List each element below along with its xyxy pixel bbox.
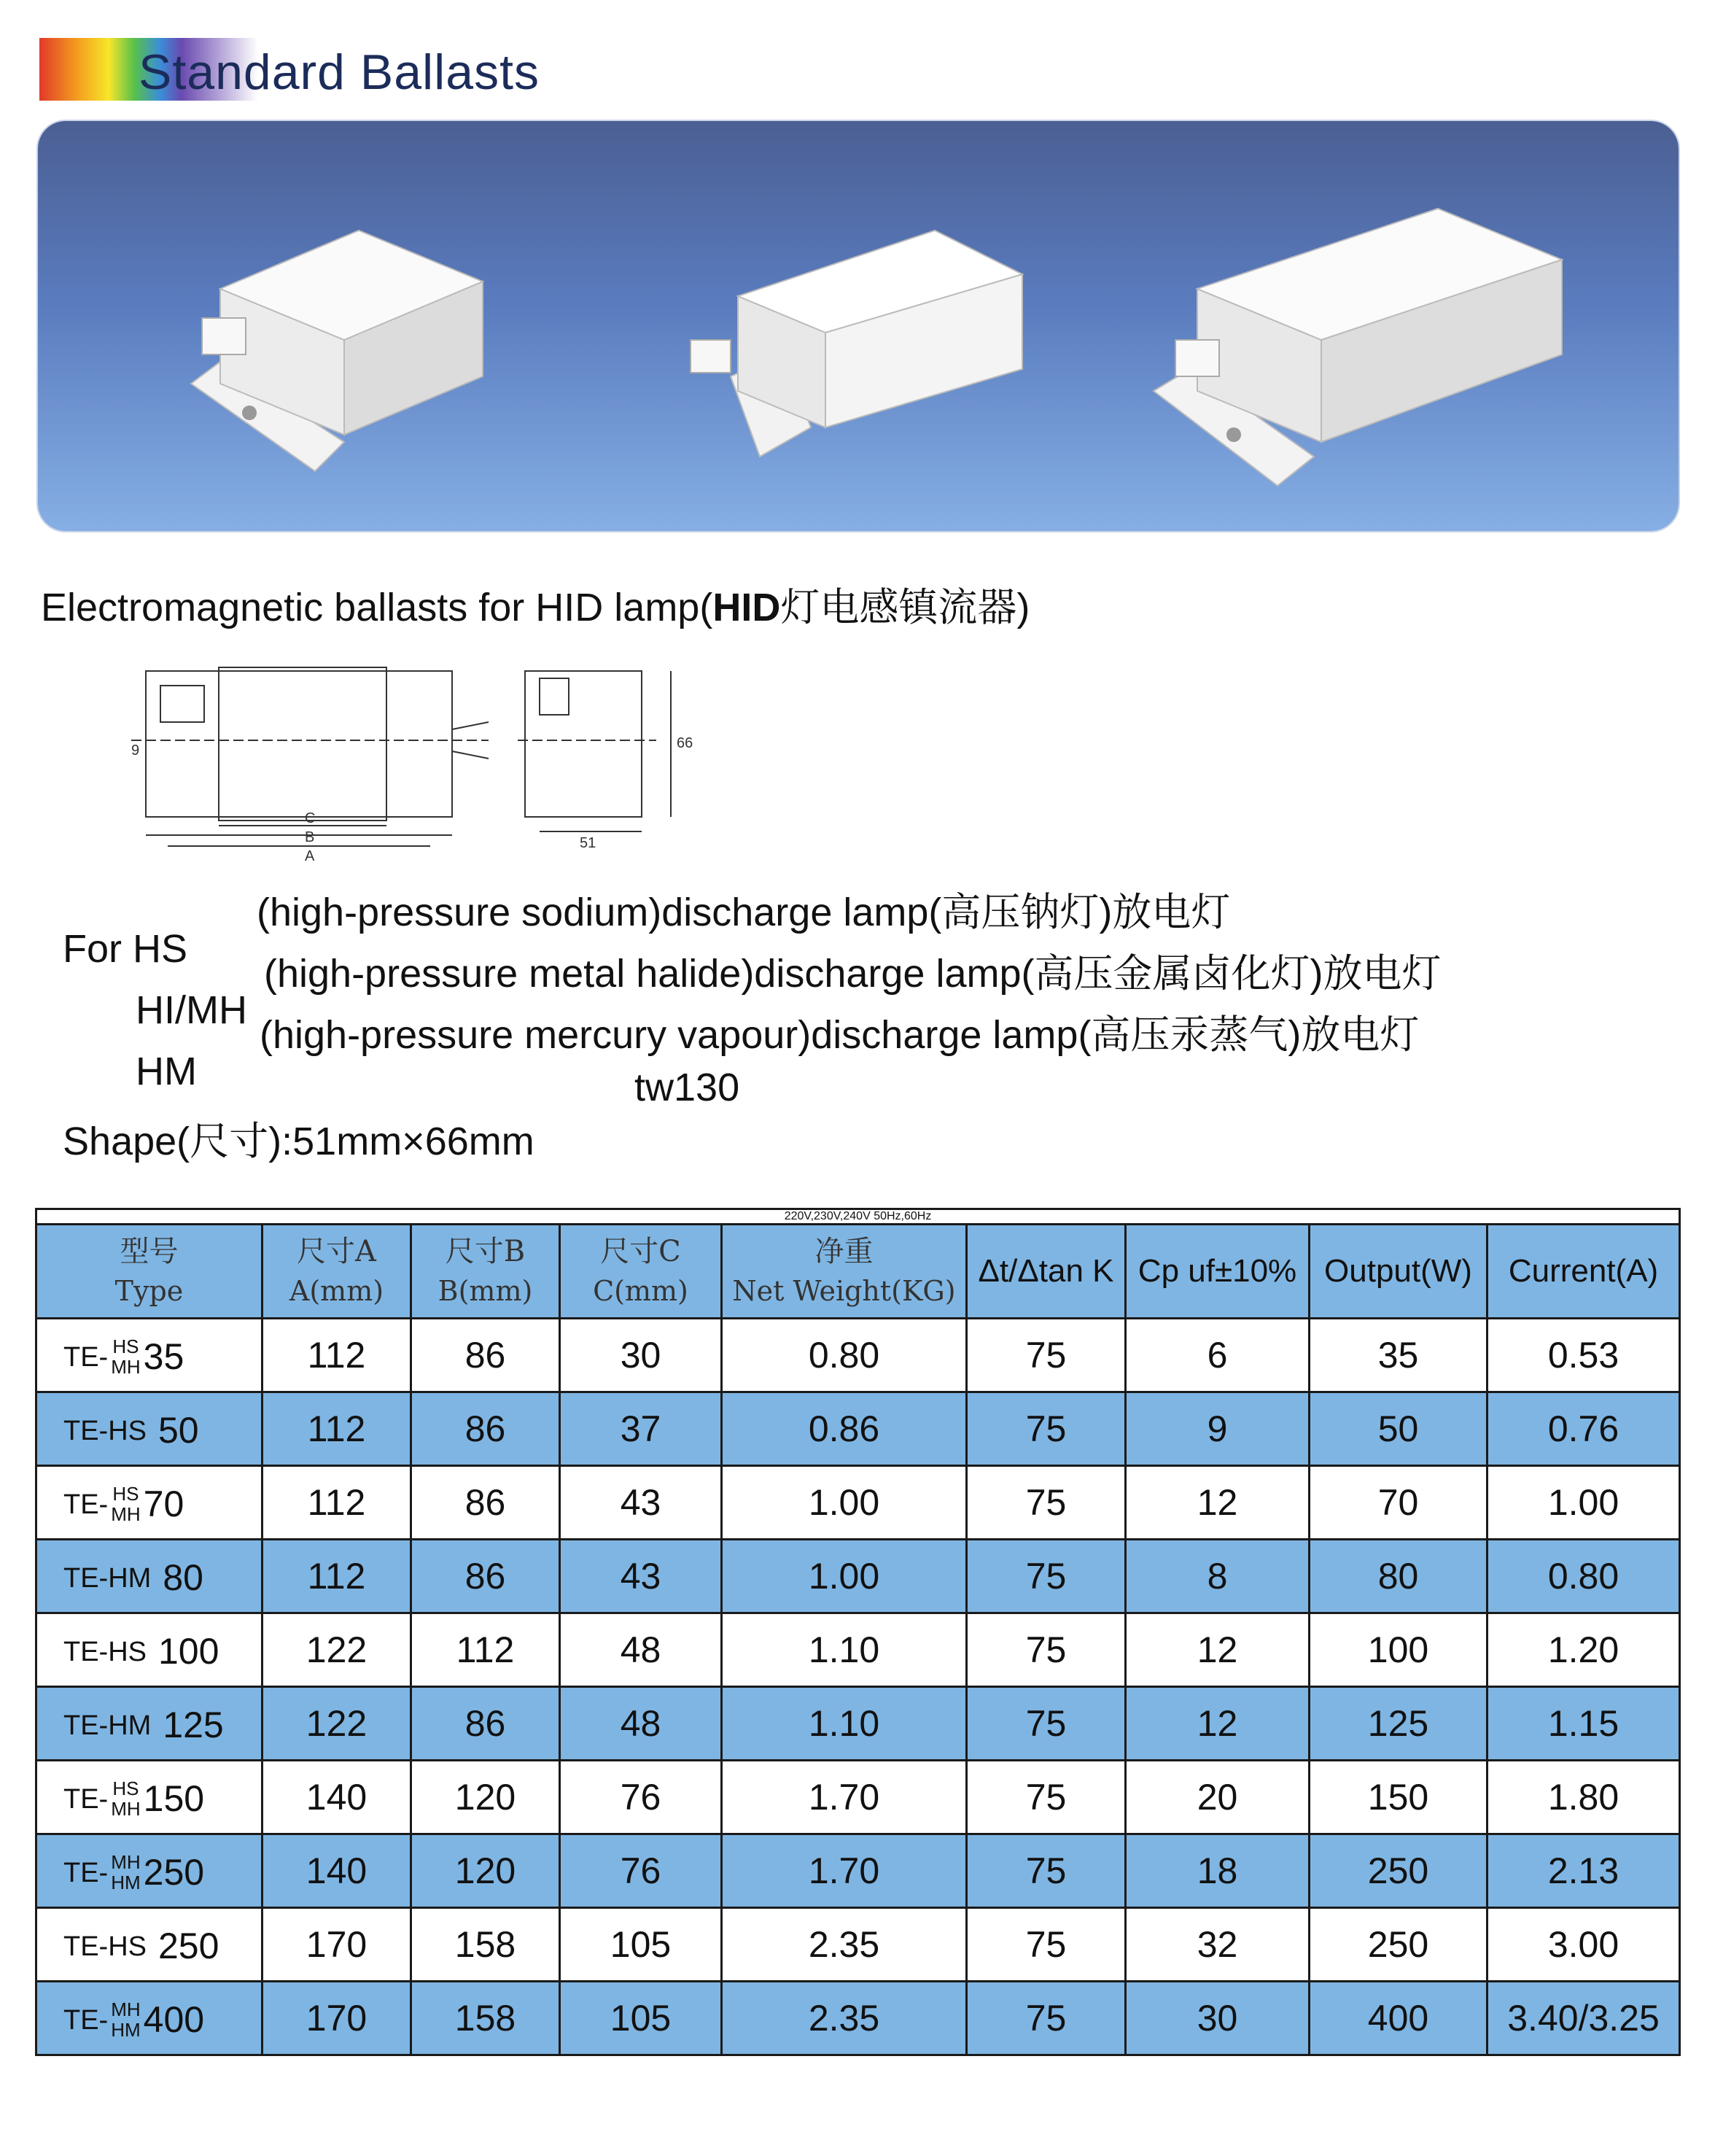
- cell-a: 112: [262, 1392, 411, 1466]
- cell-output: 400: [1310, 1982, 1488, 2055]
- dim-label-51: 51: [580, 835, 596, 851]
- ballast-image-1: [191, 230, 483, 471]
- cell-cp: 9: [1126, 1392, 1310, 1466]
- cell-dt: 75: [967, 1540, 1126, 1613]
- type-variant-top: HS: [112, 1777, 139, 1799]
- cell-a: 140: [262, 1834, 411, 1908]
- cell-dt: 75: [967, 1319, 1126, 1392]
- cell-cp: 8: [1126, 1540, 1310, 1613]
- cell-output: 80: [1310, 1540, 1488, 1613]
- col-weight: 净重 Net Weight(KG): [722, 1225, 967, 1319]
- page-title: Standard Ballasts: [139, 44, 540, 100]
- type-number: 100: [158, 1630, 219, 1672]
- cell-type: [36, 1613, 262, 1687]
- cell-a: 170: [262, 1982, 411, 2055]
- cell-cp: 18: [1126, 1834, 1310, 1908]
- cell-output: 125: [1310, 1687, 1488, 1761]
- cell-dt: 75: [967, 1982, 1126, 2055]
- cell-dt: 75: [967, 1834, 1126, 1908]
- type-variant-top: HS: [112, 1482, 139, 1505]
- cell-type: [36, 1834, 262, 1908]
- ballast-image-3: [1154, 209, 1562, 486]
- cell-type: [36, 1982, 262, 2055]
- type-number: 50: [158, 1409, 199, 1451]
- cell-current: 1.20: [1488, 1613, 1680, 1687]
- cell-b: 158: [411, 1908, 560, 1982]
- type-variant-top: MH: [111, 1850, 141, 1873]
- type-variant-stack: [111, 1999, 140, 2040]
- section-subtitle: Electromagnetic ballasts for HID lamp(HID灯电感镇流器): [41, 586, 1030, 629]
- table-row: [36, 1540, 1680, 1613]
- type-variant-bottom: MH: [111, 1797, 141, 1820]
- type-prefix: TE-: [63, 2005, 109, 2036]
- cell-b: 120: [411, 1761, 560, 1834]
- spec-table: [35, 1208, 1681, 2056]
- cell-c: 48: [560, 1687, 722, 1761]
- cell-current: 1.15: [1488, 1687, 1680, 1761]
- cell-a: 112: [262, 1540, 411, 1613]
- cell-weight: 1.10: [722, 1613, 967, 1687]
- dim-label-9: 9: [131, 742, 140, 759]
- voltage-spec: 220V,230V,240V 50Hz,60Hz: [36, 1209, 1680, 1225]
- cell-a: 112: [262, 1466, 411, 1540]
- cell-c: 105: [560, 1982, 722, 2055]
- product-banner: [38, 121, 1679, 531]
- type-variant-bottom: HM: [111, 2018, 141, 2041]
- cell-type: [36, 1908, 262, 1982]
- cell-dt: 75: [967, 1908, 1126, 1982]
- type-prefix: TE-HS: [63, 1637, 147, 1668]
- type-variant-stack: [111, 1778, 140, 1819]
- type-prefix: TE-: [63, 1858, 109, 1889]
- col-a: 尺寸A A(mm): [262, 1225, 411, 1319]
- col-cp: Cp uf±10%: [1126, 1225, 1310, 1319]
- table-row: [36, 1982, 1680, 2055]
- cell-cp: 32: [1126, 1908, 1310, 1982]
- cell-c: 37: [560, 1392, 722, 1466]
- type-number: 250: [158, 1925, 219, 1966]
- cell-cp: 12: [1126, 1613, 1310, 1687]
- cell-dt: 75: [967, 1761, 1126, 1834]
- type-variant-top: HS: [112, 1335, 139, 1357]
- cell-c: 43: [560, 1540, 722, 1613]
- type-variant-bottom: MH: [111, 1502, 141, 1525]
- type-prefix: TE-: [63, 1784, 109, 1815]
- col-type: 型号 Type: [36, 1225, 262, 1319]
- cell-output: 100: [1310, 1613, 1488, 1687]
- cell-current: 2.13: [1488, 1834, 1680, 1908]
- cell-b: 86: [411, 1466, 560, 1540]
- table-row: [36, 1834, 1680, 1908]
- cell-output: 150: [1310, 1761, 1488, 1834]
- cell-type: [36, 1540, 262, 1613]
- cell-output: 250: [1310, 1834, 1488, 1908]
- cell-b: 86: [411, 1392, 560, 1466]
- dim-label-c: C: [305, 810, 316, 826]
- type-number: 250: [143, 1851, 205, 1893]
- cell-dt: 75: [967, 1392, 1126, 1466]
- type-variant-bottom: MH: [111, 1355, 141, 1378]
- dim-label-66: 66: [677, 735, 693, 751]
- col-output: Output(W): [1310, 1225, 1488, 1319]
- dim-label-b: B: [305, 829, 315, 845]
- cell-weight: 1.00: [722, 1540, 967, 1613]
- cell-a: 122: [262, 1687, 411, 1761]
- table-row: [36, 1908, 1680, 1982]
- cell-dt: 75: [967, 1613, 1126, 1687]
- cell-b: 120: [411, 1834, 560, 1908]
- cell-cp: 12: [1126, 1466, 1310, 1540]
- type-variant-bottom: HM: [111, 1871, 141, 1893]
- type-number: 80: [163, 1556, 203, 1598]
- cell-b: 158: [411, 1982, 560, 2055]
- lamp-line-hm: HM (high-pressure mercury vapour)discharge lamp(高压汞蒸气)放电灯: [136, 1013, 1420, 1093]
- table-row: [36, 1392, 1680, 1466]
- cell-a: 122: [262, 1613, 411, 1687]
- type-prefix: TE-HS: [63, 1416, 147, 1447]
- cell-dt: 75: [967, 1466, 1126, 1540]
- cell-current: 3.00: [1488, 1908, 1680, 1982]
- cell-type: [36, 1761, 262, 1834]
- cell-weight: 2.35: [722, 1982, 967, 2055]
- cell-current: 1.00: [1488, 1466, 1680, 1540]
- dim-label-a: A: [305, 848, 315, 864]
- shape-line: Shape(尺寸):51mm×66mm tw130: [63, 1066, 740, 1163]
- col-b: 尺寸B B(mm): [411, 1225, 560, 1319]
- type-prefix: TE-HS: [63, 1931, 147, 1963]
- type-prefix: TE-HM: [63, 1710, 152, 1742]
- cell-cp: 20: [1126, 1761, 1310, 1834]
- table-row: [36, 1319, 1680, 1392]
- cell-b: 86: [411, 1540, 560, 1613]
- cell-weight: 0.86: [722, 1392, 967, 1466]
- cell-weight: 1.70: [722, 1834, 967, 1908]
- type-prefix: TE-: [63, 1489, 109, 1521]
- cell-cp: 6: [1126, 1319, 1310, 1392]
- cell-c: 30: [560, 1319, 722, 1392]
- cell-weight: 0.80: [722, 1319, 967, 1392]
- cell-b: 86: [411, 1319, 560, 1392]
- type-variant-stack: [111, 1336, 140, 1377]
- type-number: 150: [143, 1777, 205, 1819]
- cell-weight: 1.00: [722, 1466, 967, 1540]
- type-number: 35: [143, 1335, 184, 1377]
- col-dt: Δt/Δtan K: [967, 1225, 1126, 1319]
- cell-b: 86: [411, 1687, 560, 1761]
- ballast-image-2: [691, 230, 1022, 457]
- cell-output: 35: [1310, 1319, 1488, 1392]
- voltage-row: [36, 1209, 1680, 1225]
- type-number: 70: [143, 1483, 184, 1524]
- cell-type: [36, 1687, 262, 1761]
- cell-a: 140: [262, 1761, 411, 1834]
- cell-a: 170: [262, 1908, 411, 1982]
- cell-type: [36, 1466, 262, 1540]
- table-row: [36, 1613, 1680, 1687]
- cell-type: [36, 1319, 262, 1392]
- cell-b: 112: [411, 1613, 560, 1687]
- lamp-line-mh: HI/MH (high-pressure metal halide)discharge lamp(高压金属卤化灯)放电灯: [136, 952, 1442, 1032]
- cell-weight: 1.70: [722, 1761, 967, 1834]
- cell-c: 48: [560, 1613, 722, 1687]
- cell-cp: 12: [1126, 1687, 1310, 1761]
- header-row: [36, 1225, 1680, 1319]
- cell-a: 112: [262, 1319, 411, 1392]
- type-number: 125: [163, 1704, 224, 1745]
- cell-current: 1.80: [1488, 1761, 1680, 1834]
- type-prefix: TE-HM: [63, 1563, 152, 1594]
- cell-dt: 75: [967, 1687, 1126, 1761]
- cell-type: [36, 1392, 262, 1466]
- type-variant-top: MH: [111, 1998, 141, 2020]
- cell-output: 250: [1310, 1908, 1488, 1982]
- cell-current: 3.40/3.25: [1488, 1982, 1680, 2055]
- table-row: [36, 1761, 1680, 1834]
- cell-c: 43: [560, 1466, 722, 1540]
- cell-weight: 2.35: [722, 1908, 967, 1982]
- cell-cp: 30: [1126, 1982, 1310, 2055]
- type-prefix: TE-: [63, 1342, 109, 1373]
- type-variant-stack: [111, 1852, 140, 1893]
- cell-output: 50: [1310, 1392, 1488, 1466]
- table-row: [36, 1687, 1680, 1761]
- cell-c: 105: [560, 1908, 722, 1982]
- lamp-line-hs: For HS (high-pressure sodium)discharge lamp(高压钠灯)放电灯: [63, 891, 1231, 971]
- cell-weight: 1.10: [722, 1687, 967, 1761]
- cell-output: 70: [1310, 1466, 1488, 1540]
- cell-current: 0.80: [1488, 1540, 1680, 1613]
- cell-c: 76: [560, 1834, 722, 1908]
- table-row: [36, 1466, 1680, 1540]
- cell-c: 76: [560, 1761, 722, 1834]
- type-variant-stack: [111, 1484, 140, 1524]
- col-c: 尺寸C C(mm): [560, 1225, 722, 1319]
- cell-current: 0.53: [1488, 1319, 1680, 1392]
- cell-current: 0.76: [1488, 1392, 1680, 1466]
- type-number: 400: [143, 1998, 205, 2040]
- dimension-drawing: [131, 656, 700, 875]
- col-current: Current(A): [1488, 1225, 1680, 1319]
